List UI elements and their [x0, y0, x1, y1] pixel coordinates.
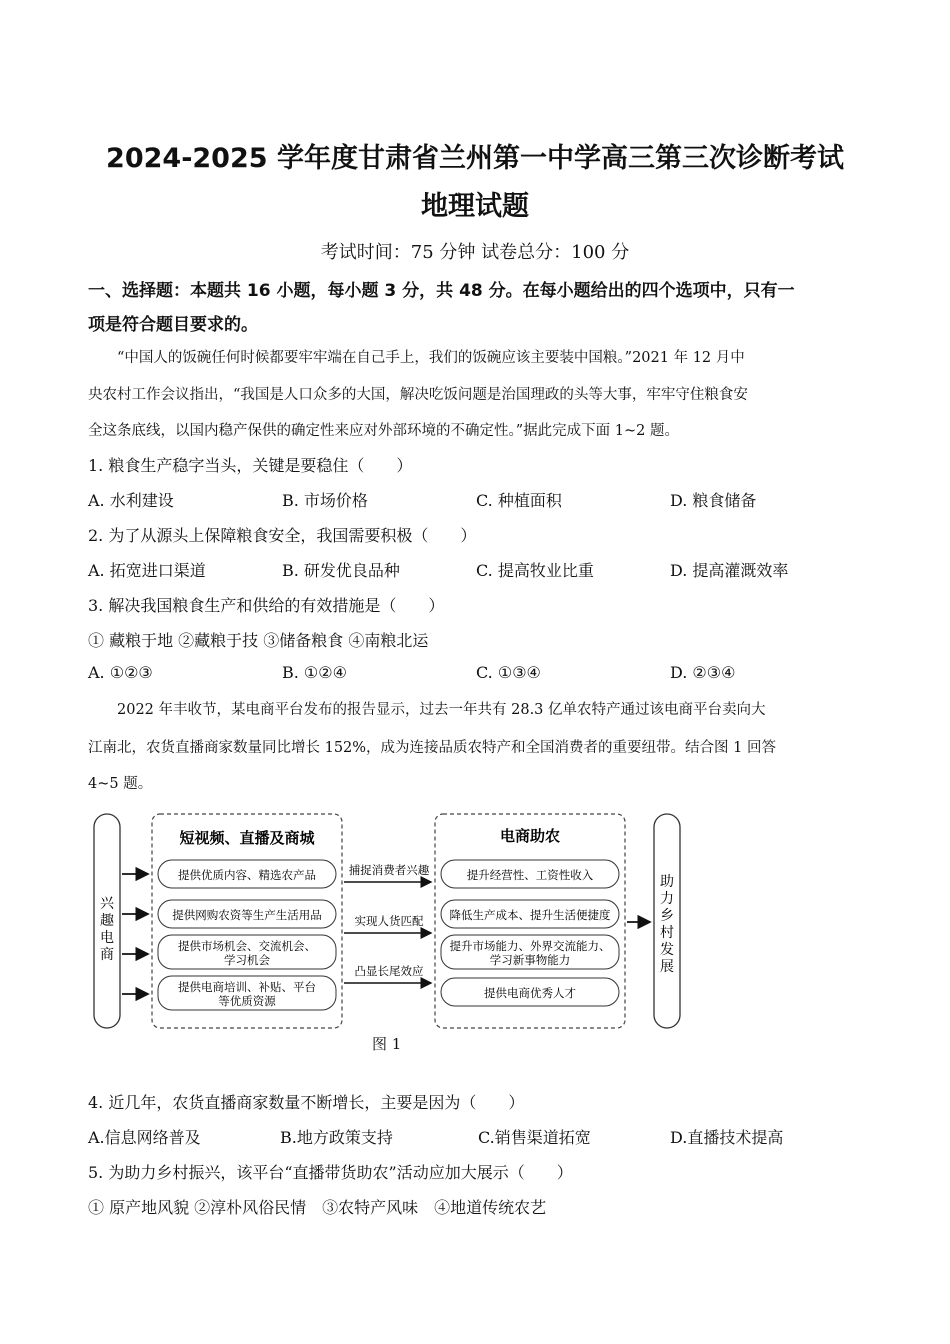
section-heading-line2: 项是符合题目要求的。 [88, 315, 258, 335]
arrow-label-1: 捕捉消费者兴趣 [348, 863, 430, 877]
question-4-option-d: D.直播技术提高 [670, 1128, 784, 1147]
question-3-items: ① 藏粮于地 ②藏粮于技 ③储备粮食 ④南粮北运 [88, 631, 429, 650]
question-5-items: ① 原产地风貌 ②淳朴风俗民情 ③农特产风味 ④地道传统农艺 [88, 1198, 547, 1217]
right-item-3a: 提升市场能力、外界交流能力、 [449, 939, 611, 953]
right-item-3b: 学习新事物能力 [489, 953, 571, 967]
question-4-stem: 4. 近几年，农货直播商家数量不断增长，主要是因为（ ） [88, 1093, 525, 1112]
left-item-4b: 等优质资源 [218, 994, 276, 1008]
right-bar-label: 助力乡村发展 [660, 874, 674, 975]
left-bar-label: 兴趣电商 [100, 896, 114, 963]
question-1-option-a: A. 水利建设 [88, 491, 174, 510]
question-1-option-c: C. 种植面积 [476, 491, 562, 510]
left-item-4a: 提供电商培训、补贴、平台 [178, 980, 316, 994]
question-2-option-d: D. 提高灌溉效率 [670, 561, 789, 580]
passage2-line1: 2022 年丰收节，某电商平台发布的报告显示，过去一年共有 28.3 亿单农特产通过该电商平台卖向大 [117, 702, 766, 718]
question-2-stem: 2. 为了从源头上保障粮食安全，我国需要积极（ ） [88, 526, 477, 545]
passage2-line3: 4~5 题。 [88, 776, 153, 792]
question-3-stem: 3. 解决我国粮食生产和供给的有效措施是（ ） [88, 596, 445, 615]
section-heading-line1: 一、选择题：本题共 16 小题，每小题 3 分，共 48 分。在每小题给出的四个选项中，只有一 [88, 281, 795, 301]
question-4-option-a: A.信息网络普及 [88, 1128, 201, 1147]
figure-1-diagram [88, 808, 698, 1058]
question-3-option-c: C. ①③④ [476, 663, 541, 682]
figure-1-caption: 图 1 [372, 1035, 402, 1053]
question-3-option-b: B. ①②④ [282, 663, 347, 682]
passage1-line1: “中国人的饭碗任何时候都要牢牢端在自己手上，我们的饭碗应该主要装中国粮。”2021 年 12 月中 [117, 350, 745, 366]
question-5-stem: 5. 为助力乡村振兴，该平台“直播带货助农”活动应加大展示（ ） [88, 1163, 573, 1182]
left-item-1: 提供优质内容、精选农产品 [178, 868, 316, 882]
left-group-title: 短视频、直播及商城 [179, 829, 315, 847]
question-3-option-d: D. ②③④ [670, 663, 736, 682]
question-2-option-a: A. 拓宽进口渠道 [88, 561, 206, 580]
question-1-option-b: B. 市场价格 [282, 491, 368, 510]
exam-info: 考试时间：75 分钟 试卷总分：100 分 [320, 242, 630, 263]
arrow-label-2: 实现人货匹配 [354, 914, 424, 928]
right-item-1: 提升经营性、工资性收入 [466, 868, 594, 882]
question-1-option-d: D. 粮食储备 [670, 491, 757, 510]
passage2-line2: 江南北，农货直播商家数量同比增长 152%，成为连接品质农特产和全国消费者的重要纽带。结合图 1 回答 [88, 740, 777, 756]
right-item-2: 降低生产成本、提升生活便捷度 [449, 908, 611, 922]
exam-title-line2: 地理试题 [421, 191, 529, 222]
passage1-line3: 全这条底线，以国内稳产保供的确定性来应对外部环境的不确定性。”据此完成下面 1~2 题。 [88, 423, 679, 439]
right-group-title: 电商助农 [499, 827, 561, 845]
question-4-option-c: C.销售渠道拓宽 [478, 1128, 591, 1147]
exam-title-line1: 2024-2025 学年度甘肃省兰州第一中学高三第三次诊断考试 [106, 143, 844, 174]
right-item-4: 提供电商优秀人才 [484, 986, 576, 1000]
question-4-option-b: B.地方政策支持 [280, 1128, 393, 1147]
question-3-option-a: A. ①②③ [88, 663, 153, 682]
question-2-option-c: C. 提高牧业比重 [476, 561, 594, 580]
passage1-line2: 央农村工作会议指出，“我国是人口众多的大国，解决吃饭问题是治国理政的头等大事，牢牢守住粮食安 [88, 387, 748, 403]
left-item-2: 提供网购农资等生产生活用品 [172, 908, 322, 922]
question-2-option-b: B. 研发优良品种 [282, 561, 400, 580]
arrow-label-3: 凸显长尾效应 [354, 964, 424, 978]
left-item-3a: 提供市场机会、交流机会、 [178, 939, 316, 953]
question-1-stem: 1. 粮食生产稳字当头，关键是要稳住（ ） [88, 456, 413, 475]
left-item-3b: 学习机会 [224, 953, 270, 967]
